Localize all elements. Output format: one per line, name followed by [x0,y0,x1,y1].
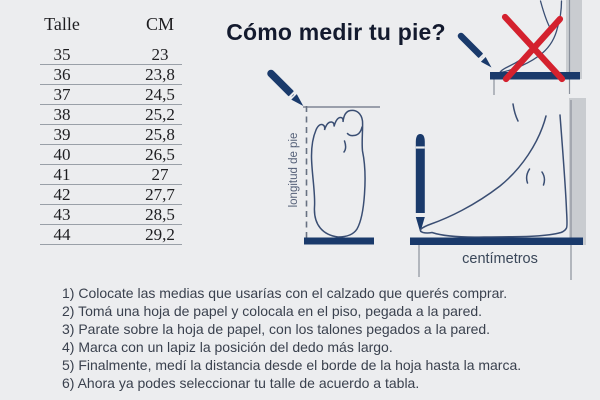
measure-bar [304,238,374,245]
size-value: 39 [53,125,71,144]
instruction-step: 4) Marca con un lapiz la posición del dedo más largo. [62,339,393,355]
size-value: 35 [53,45,71,64]
foot-side-view-icon [421,104,568,237]
page-title: Cómo medir tu pie? [226,19,446,46]
column-header-size: Talle [44,14,80,34]
instruction-step: 1) Colocate las medias que usarías con el calzado que querés comprar. [62,285,508,301]
wrong-method-diagram [461,0,582,95]
centimeters-label: centímetros [462,251,538,267]
instruction-step: 2) Tomá una hoja de papel y colocala en el piso, pegada a la pared. [62,303,483,319]
size-value: 40 [53,145,71,164]
instructions-list [62,284,562,392]
cm-value: 27,7 [145,185,175,204]
instruction-step: 3) Parate sobre la hoja de papel, con los talones pegados a la pared. [62,321,491,337]
cm-value: 26,5 [145,145,175,164]
size-value: 43 [53,205,71,224]
size-value: 42 [53,185,71,204]
column-header-cm: CM [145,14,174,34]
wall [566,0,582,79]
cm-value: 27 [151,165,169,184]
cm-value: 23 [151,45,169,64]
foot-length-label: longitud de pie [288,132,300,208]
size-value: 36 [53,65,71,84]
size-value: 41 [53,165,71,184]
incorrect-cross-icon [505,17,562,79]
foot-top-view-icon [312,110,365,237]
pencil-icon [416,134,425,233]
cm-value: 28,5 [145,205,175,224]
measure-bar [410,238,583,246]
pencil-icon [271,74,303,107]
cm-value: 24,5 [145,85,175,104]
instruction-step: 5) Finalmente, medí la distancia desde el borde de la hoja hasta la marca. [62,357,522,373]
foot-tiptoe-icon [500,1,562,73]
cm-value: 25,8 [145,125,175,144]
pencil-icon [461,36,492,68]
size-value: 37 [53,85,71,104]
size-value: 38 [53,105,71,124]
size-value: 44 [53,225,71,244]
cm-value: 25,2 [145,105,175,124]
cm-value: 23,8 [145,65,175,84]
instruction-step: 6) Ahora ya podes seleccionar tu talle de acuerdo a tabla. [62,375,420,391]
cm-value: 29,2 [145,225,175,244]
